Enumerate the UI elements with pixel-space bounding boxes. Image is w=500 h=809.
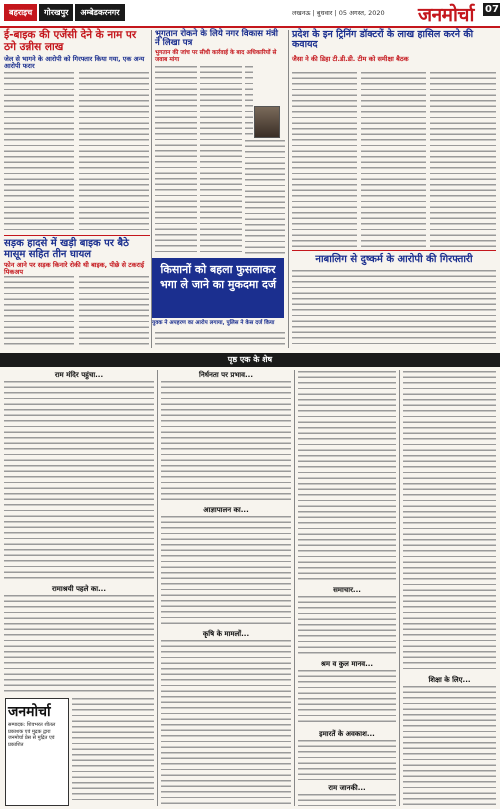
section-head: शिक्षा के लिए...: [428, 676, 471, 684]
page-number: 07: [485, 4, 499, 15]
story-separator: [292, 250, 496, 251]
nabalig-headline: नाबालिग से दुष्कर्म के आरोपी की गिरफ्तारी: [315, 254, 473, 265]
road-column-1: [4, 276, 74, 348]
ebike-column-2: [79, 72, 149, 232]
section-head: आज्ञापालन का...: [203, 506, 249, 514]
road-column-2: [79, 276, 149, 348]
lower-column-2: [161, 381, 291, 501]
continued-banner: [0, 353, 500, 367]
pradesh-headline: प्रदेश के इन ट्रिनिंग डॉक्टरों के लाख हासिल करने की कवायद: [292, 29, 474, 51]
story-separator: [4, 235, 150, 236]
section-head: समाचार...: [333, 586, 361, 594]
vikas-column-3-top: [245, 66, 253, 136]
vikas-subhead: भुगतान की जांच पर सीधी कार्रवाई के बाद अधिकारियों से जवाब मांगा: [155, 50, 277, 63]
road-subhead: फोन आने पर सड़क किनारे रोकी थी बाइक, पीछे से टकराई पिकअप: [4, 261, 145, 277]
section-head: इमारतें के अवकाश...: [319, 730, 375, 738]
column-divider: [157, 370, 158, 806]
imprint-logo: जनमोर्चा: [8, 704, 51, 720]
column-divider: [294, 370, 295, 806]
lower-column-1c: [72, 698, 154, 804]
section-head: राम मंदिर पहुंचा...: [54, 371, 104, 379]
road-headline: सड़क हादसे में खड़ी बाइक पर बैठे मासूम सहित तीन घायल: [4, 238, 129, 260]
vikas-column-3: [245, 140, 285, 256]
imprint-text: सम्पादक: शिवभरत शीतल प्रकाशक एवं मुद्रक द्वारा जनमोर्चा प्रेस से मुद्रित एवं प्रकाशित: [8, 722, 56, 748]
lower-column-3d: [298, 740, 396, 780]
nabalig-column: [292, 270, 496, 348]
section-head: कृषि के मामलों...: [202, 630, 250, 638]
pradesh-column-1: [292, 72, 357, 247]
masthead-logo: जनमोर्चा: [418, 4, 474, 26]
reporter-photo: [254, 106, 280, 138]
column-divider: [288, 30, 289, 348]
tab-ambedkarnagar[interactable]: अम्बेडकरनगर: [75, 4, 124, 21]
lower-column-4b: [403, 686, 496, 806]
lower-column-4: [403, 371, 496, 671]
lower-column-3: [298, 371, 396, 581]
section-head: रामाश्रयी पहले का...: [52, 585, 106, 593]
section-head: श्रम व कुल मानव...: [320, 660, 374, 668]
ebike-column-1: [4, 72, 74, 232]
kisan-headline: किसानों को बहला फुसलाकर भगा ले जाने का मुकदमा दर्ज: [159, 263, 277, 291]
lower-column-2c: [161, 640, 291, 805]
continued-banner-label: पृष्ठ एक के शेष: [227, 355, 273, 364]
lower-column-2b: [161, 516, 291, 626]
section-head: राम जानकी...: [328, 784, 366, 792]
lower-column-1b: [4, 595, 154, 693]
vikas-column-2: [200, 66, 242, 256]
lower-column-3b: [298, 596, 396, 656]
tab-bahraich[interactable]: बहराइच: [4, 4, 37, 21]
column-divider: [399, 370, 400, 806]
vikas-headline: भूगतान रोकने के लिये नगर विकास मंत्री ने लिखा पत्र: [155, 29, 278, 49]
kisan-headline-box: [152, 258, 284, 318]
ebike-headline: ई-बाइक की एजेंसी देने के नाम पर ठगे उन्नीस लाख: [4, 29, 137, 53]
dateline: लखनऊ | बुधवार | 05 अगस्त, 2020: [292, 9, 385, 17]
kisan-subhead: युवक ने अपहरण का आरोप लगाया, पुलिस ने केस दर्ज किया: [152, 320, 275, 326]
lower-column-1: [4, 381, 154, 581]
lower-column-3e: [298, 794, 396, 806]
section-head: निर्धनता पर प्रभाव...: [199, 371, 253, 379]
pradesh-column-2: [361, 72, 426, 247]
tab-gorakhpur[interactable]: गोरखपुर: [39, 4, 73, 21]
section-tabs: [4, 4, 125, 21]
pradesh-column-3: [430, 72, 496, 247]
lower-column-3c: [298, 670, 396, 726]
pradesh-subhead: जैसा ने की डिहा टी.डी.डी. टीम को समीक्षा बैठक: [292, 55, 409, 63]
kisan-column: [155, 332, 285, 348]
ebike-subhead: जेल से भागने के आरोपी को गिरफ्तार किया गया, एक अन्य आरोपी फरार: [4, 55, 145, 71]
vikas-column-1: [155, 66, 197, 256]
